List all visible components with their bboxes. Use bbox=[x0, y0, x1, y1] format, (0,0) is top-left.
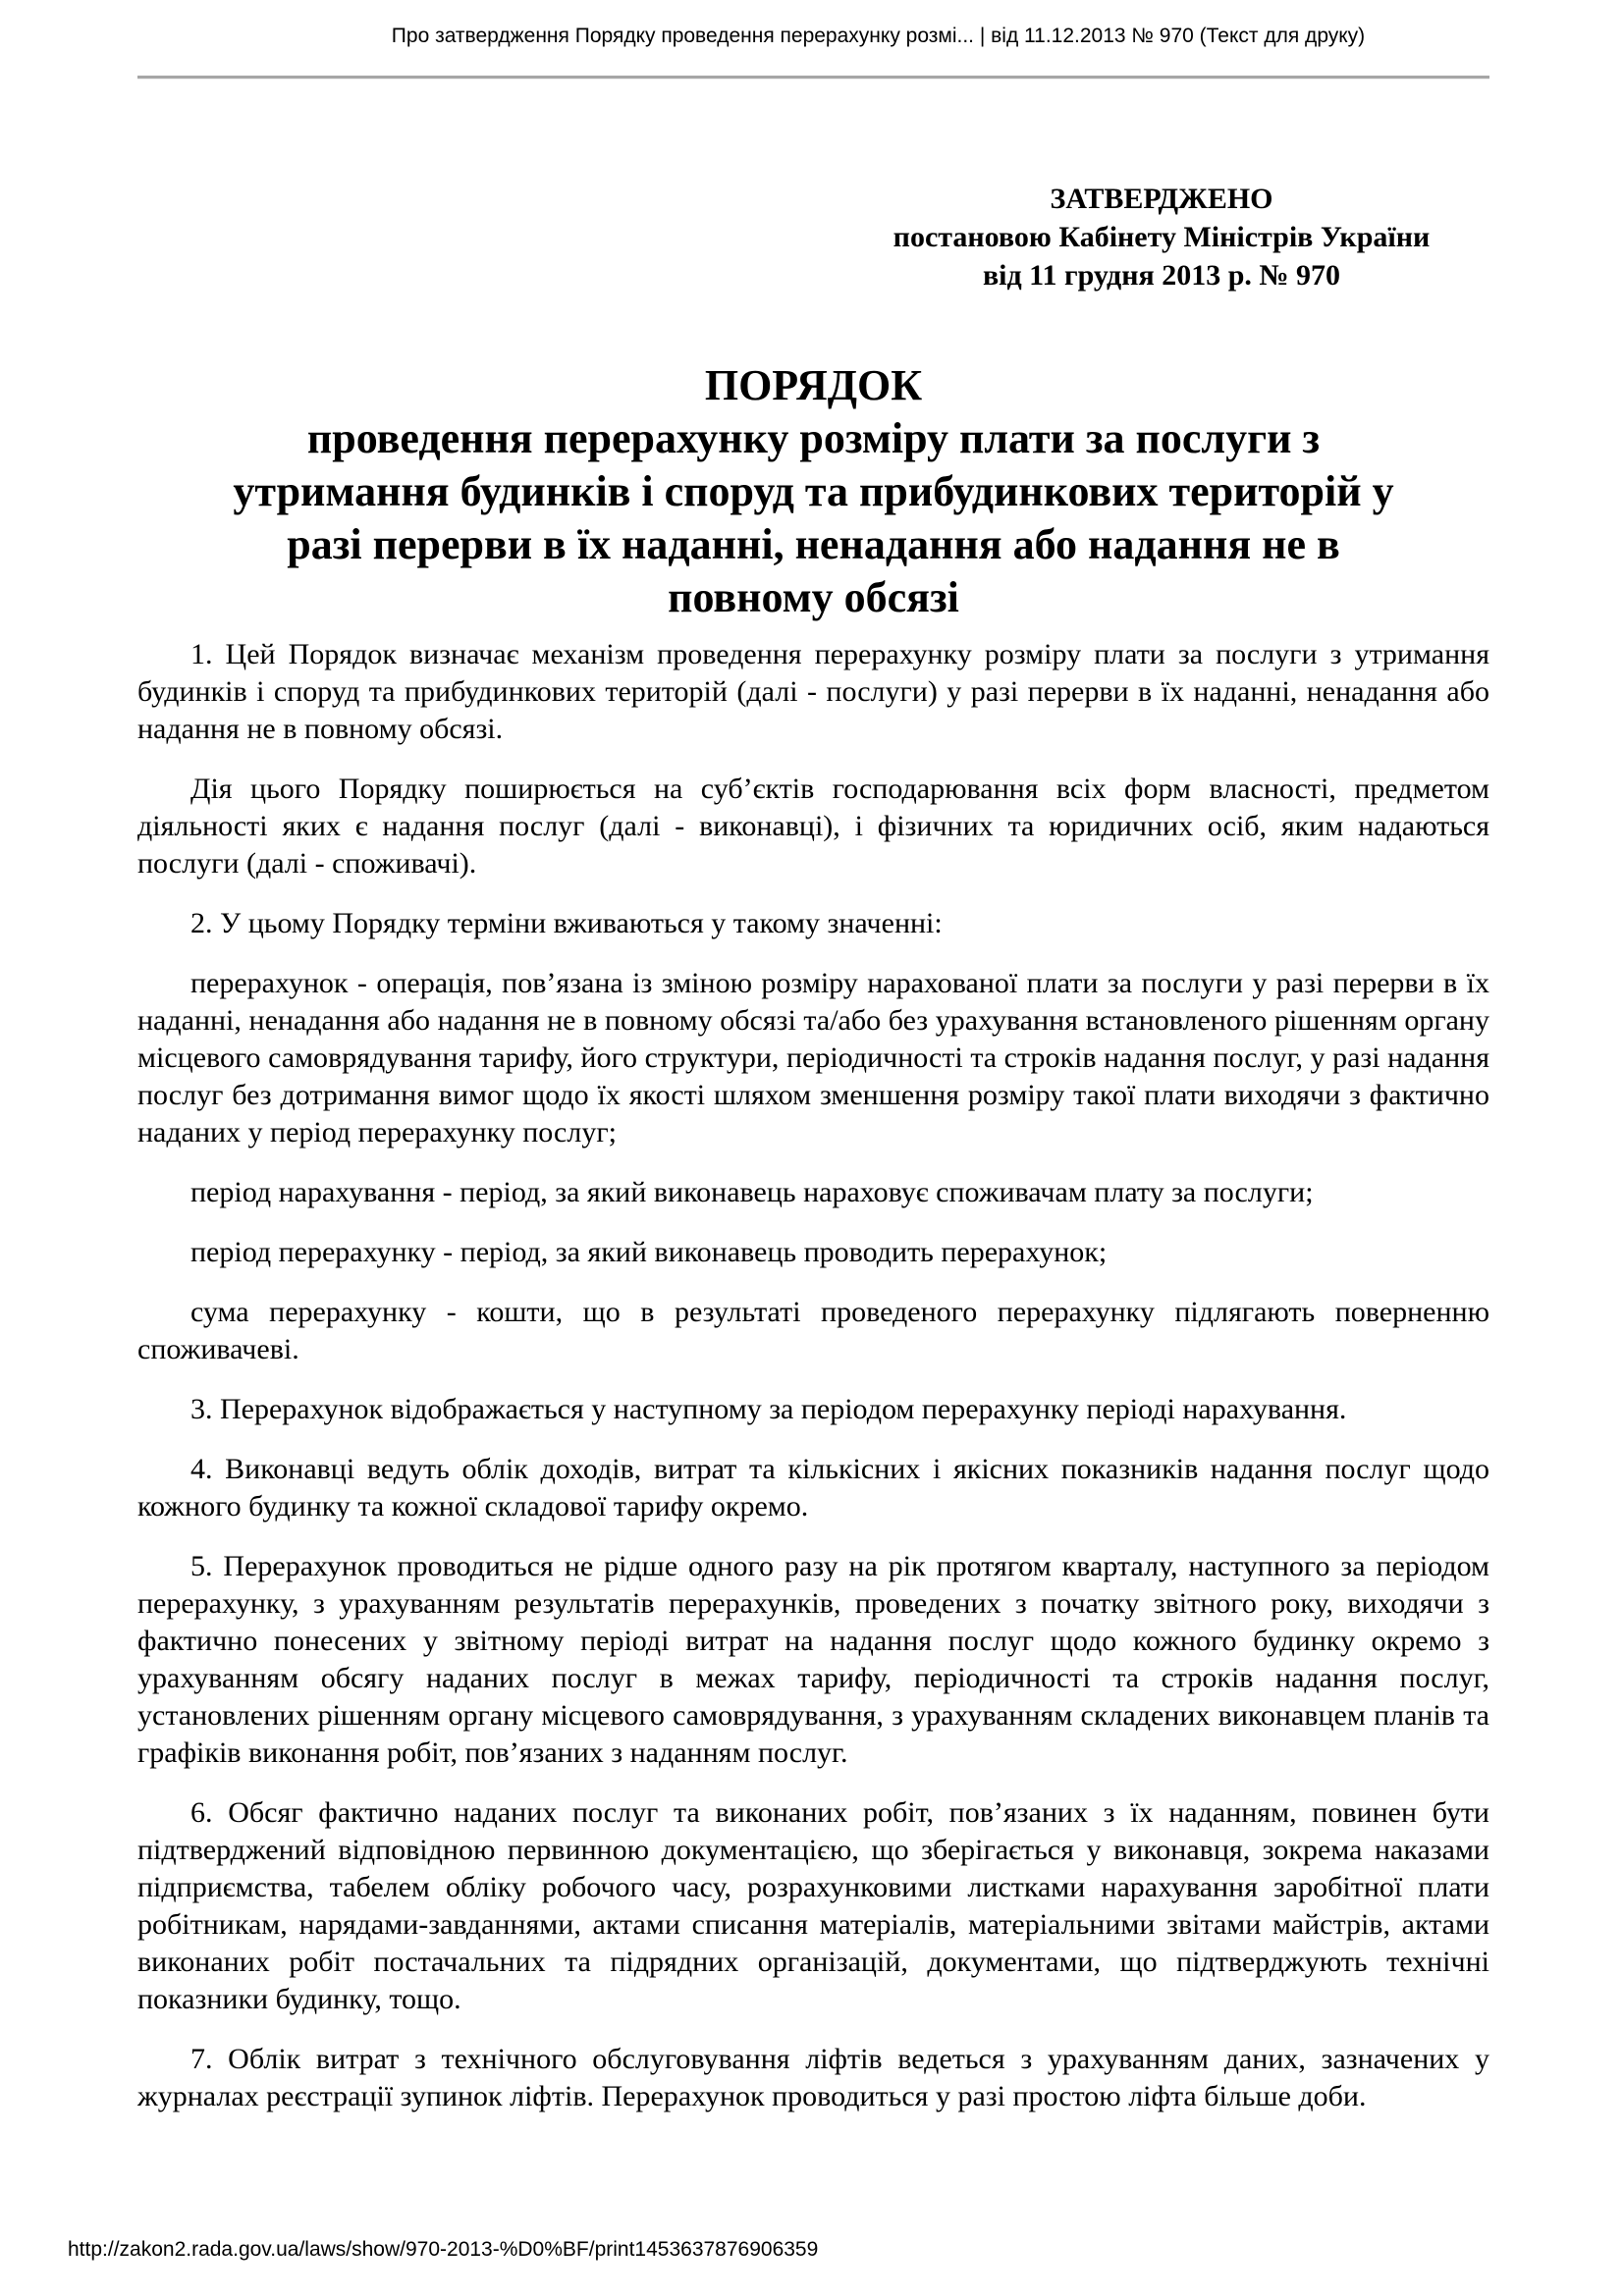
approved-line-3: від 11 грудня 2013 р. № 970 bbox=[982, 259, 1341, 292]
paragraph: 4. Виконавці ведуть облік доходів, витрат та кількісних і якісних показників надання послуг щодо кожного будинку та кожної складової тарифу окремо. bbox=[137, 1453, 1489, 1522]
paragraph: 1. Цей Порядок визначає механізм проведення перерахунку розміру плати за послуги з утримання будинків і споруд та прибудинкових територій (далі - послуги) у разі перерви в їх наданні, ненадання або надання не в повному обсязі. bbox=[137, 638, 1489, 745]
paragraph: період нарахування - період, за який виконавець нараховує споживачам плату за послуги; bbox=[190, 1176, 1314, 1208]
document-title-main: ПОРЯДОК bbox=[704, 361, 923, 409]
paragraph: 5. Перерахунок проводиться не рідше одного разу на рік протягом кварталу, наступного за періодом перерахунку, з урахуванням результатів перерахунків, проведених з початку звітного року, виходячи з фактично понесених у звітному періоді витрат на надання послуг щодо кожного будинку окремо з урахуванням обсягу наданих послуг в межах тарифу, періодичності та строків надання послуг, установлених рішенням органу місцевого самоврядування, з урахуванням складених виконавцем планів та графіків виконання робіт, пов’язаних з наданням послуг. bbox=[137, 1550, 1489, 1769]
paragraph: сума перерахунку - кошти, що в результаті проведеного перерахунку підлягають поверненню споживачеві. bbox=[137, 1296, 1489, 1365]
document-title-sub-line-3: разі перерви в їх наданні, ненадання або надання не в bbox=[287, 520, 1340, 568]
paragraph: Дія цього Порядку поширюється на суб’єктів господарювання всіх форм власності, предметом діяльності яких є надання послуг (далі - виконавці), і фізичних та юридичних осіб, яким надаються послуги (далі - споживачі). bbox=[137, 773, 1489, 880]
paragraph: період перерахунку - період, за який виконавець проводить перерахунок; bbox=[190, 1236, 1108, 1268]
paragraph: перерахунок - операція, пов’язана із зміною розміру нарахованої плати за послуги у разі перерви в їх наданні, ненадання або надання не в повному обсязі та/або без урахування встановленого рішенням органу місцевого самоврядування тарифу, його структури, періодичності та строків надання послуг, у разі надання послуг без дотримання вимог щодо їх якості шляхом зменшення розміру такої плати виходячи з фактично наданих у період перерахунку послуг; bbox=[137, 967, 1489, 1148]
print-header-title: Про затвердження Порядку проведення перерахунку розмі... | від 11.12.2013 № 970 (Текст для друку) bbox=[391, 25, 1366, 47]
approved-block bbox=[857, 180, 1466, 294]
header-divider bbox=[137, 76, 1489, 80]
paragraph: 3. Перерахунок відображається у наступному за періодом перерахунку періоді нарахування. bbox=[190, 1393, 1347, 1425]
paragraph: 6. Обсяг фактично наданих послуг та виконаних робіт, пов’язаних з їх наданням, повинен бути підтверджений відповідною первинною документацією, що зберігається у виконавця, зокрема наказами підприємства, табелем обліку робочого часу, розрахунковими листками нарахування заробітної плати робітникам, нарядами-завданнями, актами списання матеріалів, матеріальними звітами майстрів, актами виконаних робіт постачальних та підрядних організацій, документами, що підтверджують технічні показники будинку, тощо. bbox=[137, 1796, 1489, 2015]
document-title bbox=[137, 359, 1489, 624]
document-title-sub-line-4: повному обсязі bbox=[668, 573, 959, 621]
document-body bbox=[137, 636, 1489, 2115]
print-footer-url: http://zakon2.rada.gov.ua/laws/show/970-2013-%D0%BF/print1453637876906359 bbox=[68, 2238, 819, 2261]
paragraph: 7. Облік витрат з технічного обслуговування ліфтів ведеться з урахуванням даних, зазначених у журналах реєстрації зупинок ліфтів. Перерахунок проводиться у разі простою ліфта більше доби. bbox=[137, 2043, 1489, 2112]
approved-line-2: постановою Кабінету Міністрів України bbox=[893, 221, 1431, 253]
document-title-sub-line-2: утримання будинків і споруд та прибудинкових територій у bbox=[233, 467, 1394, 515]
paragraph: 2. У цьому Порядку терміни вживаються у такому значенні: bbox=[190, 907, 943, 939]
approved-line-1: ЗАТВЕРДЖЕНО bbox=[1050, 183, 1273, 215]
document-content bbox=[0, 180, 1623, 2115]
document-title-sub-line-1: проведення перерахунку розміру плати за послуги з bbox=[306, 414, 1321, 462]
